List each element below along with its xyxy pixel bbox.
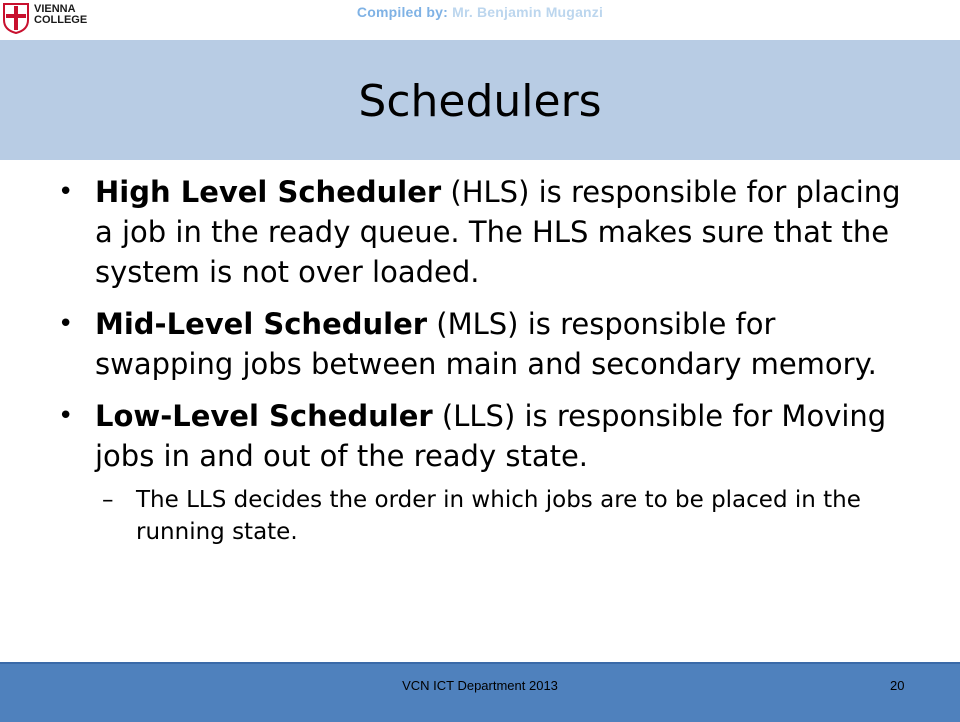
logo-line-1: VIENNA [34, 3, 76, 15]
bullet-item [58, 396, 918, 476]
slide-content [58, 172, 918, 548]
page-number: 20 [890, 678, 905, 693]
slide-title: Schedulers [358, 76, 602, 127]
compiled-by-caption [0, 4, 960, 20]
dash-icon: – [102, 487, 114, 513]
footer-text: VCN ICT Department 2013 [402, 678, 558, 693]
bullet-item [58, 172, 918, 292]
compiled-by-name: Mr. Benjamin Muganzi [452, 4, 604, 20]
bullet-icon: • [58, 401, 74, 431]
bullet-icon: • [58, 309, 74, 339]
bullet-text: (LLS) is responsible for Moving jobs in and out of the ready state. [95, 399, 887, 473]
bullet-text: (HLS) is responsible for placing a job in the ready queue. The HLS makes sure that the system is not over loaded. [95, 175, 901, 289]
bullet-term: Mid-Level Scheduler [95, 307, 428, 341]
bullet-icon: • [58, 177, 74, 207]
logo-line-2: COLLEGE [34, 14, 88, 26]
bullet-text: (MLS) is responsible for swapping jobs between main and secondary memory. [95, 307, 877, 381]
bullet-item [58, 304, 918, 384]
sub-bullet-text: The LLS decides the order in which jobs are to be placed in the running state. [136, 487, 861, 545]
bullet-term: High Level Scheduler [95, 175, 442, 209]
compiled-by-label: Compiled by: [356, 4, 448, 20]
sub-bullet-item [58, 484, 918, 548]
bullet-term: Low-Level Scheduler [95, 399, 433, 433]
